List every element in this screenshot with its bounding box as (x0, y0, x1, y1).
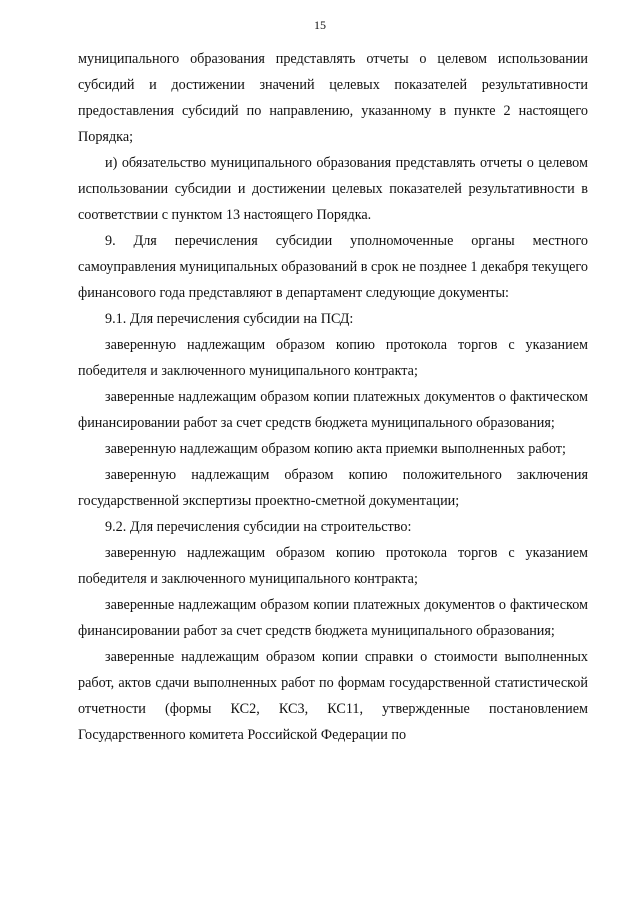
page-number: 15 (314, 18, 326, 32)
paragraph-continuation: муниципального образования представлять отчеты о целевом использовании субсидий и достижении значений целевых показателей результативности предоставления субсидий по направлению, указанному в пункте 2 настоящего Порядка; (78, 51, 588, 145)
document-body (78, 46, 588, 748)
paragraph-construction-payments: заверенные надлежащим образом копии платежных документов о фактическом финансировании работ за счет средств бюджета муниципального образования; (78, 597, 588, 639)
paragraph-construction-certificates: заверенные надлежащим образом копии справки о стоимости выполненных работ, актов сдачи выполненных работ по формам государственной статистической отчетности (формы КС2, КС3, КС11, утвержденные постановлением Государственного комитета Российской Федерации по (78, 649, 588, 743)
paragraph-clause-9: 9. Для перечисления субсидии уполномоченные органы местного самоуправления муниципальных образований в срок не позднее 1 декабря текущего финансового года представляют в департамент следующие документы: (78, 233, 588, 301)
paragraph-psd-acceptance: заверенную надлежащим образом копию акта приемки выполненных работ; (105, 441, 566, 457)
paragraph-psd-protocol: заверенную надлежащим образом копию протокола торгов с указанием победителя и заключенного муниципального контракта; (78, 337, 588, 379)
paragraph-psd-payments: заверенные надлежащим образом копии платежных документов о фактическом финансировании работ за счет средств бюджета муниципального образования; (78, 389, 588, 431)
paragraph-clause-9-2: 9.2. Для перечисления субсидии на строительство: (105, 519, 412, 535)
paragraph-psd-expertise: заверенную надлежащим образом копию положительного заключения государственной экспертизы проектно-сметной документации; (78, 467, 588, 509)
paragraph-construction-protocol: заверенную надлежащим образом копию протокола торгов с указанием победителя и заключенного муниципального контракта; (78, 545, 588, 587)
paragraph-clause-9-1: 9.1. Для перечисления субсидии на ПСД: (105, 311, 354, 327)
paragraph-item-i: и) обязательство муниципального образования представлять отчеты о целевом использовании субсидии и достижении целевых показателей результативности в соответствии с пунктом 13 настоящего Порядка. (78, 155, 588, 223)
